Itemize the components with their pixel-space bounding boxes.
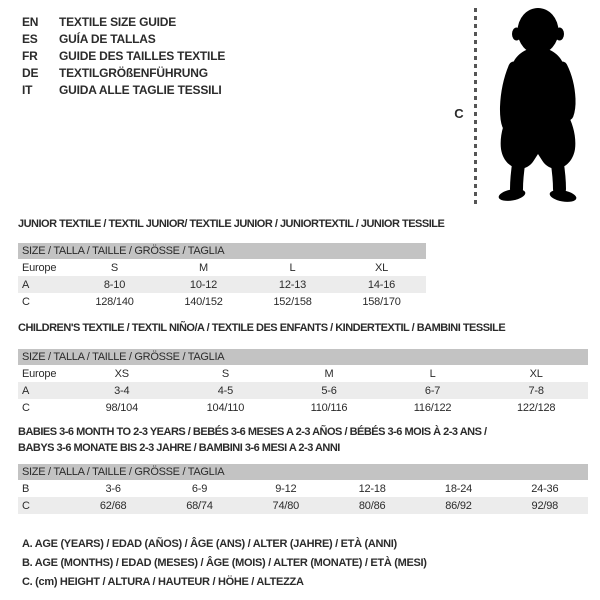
cell-value: S (221, 367, 229, 380)
section-heading-line: JUNIOR TEXTILE / TEXTIL JUNIOR/ TEXTILE JUNIOR / JUNIORTEXTIL / JUNIOR TESSILE (18, 218, 445, 230)
row-label: Europe (22, 261, 57, 274)
cell-value: 158/170 (362, 295, 401, 308)
cell-value: 12-18 (358, 482, 386, 495)
cell-value: 3-4 (114, 384, 130, 397)
row-label: C (22, 295, 30, 308)
table-row (18, 365, 588, 382)
cell-value: M (324, 367, 334, 380)
size-table-header: SIZE / TALLA / TAILLE / GRÖSSE / TAGLIA (18, 243, 426, 259)
cell-value: 152/158 (273, 295, 312, 308)
cell-value: XL (529, 367, 543, 380)
section-heading-junior (18, 216, 444, 232)
cell-value: 8-10 (103, 278, 126, 291)
language-title: GUIDA ALLE TAGLIE TESSILI (59, 82, 222, 97)
cell-value: 14-16 (367, 278, 396, 291)
cell-value: 4-5 (217, 384, 234, 397)
language-code: DE (22, 65, 39, 80)
cell-value: XL (374, 261, 389, 274)
cell-value: 68/74 (186, 499, 213, 512)
language-row (22, 30, 225, 47)
cell-value: 24-36 (531, 482, 559, 495)
footnotes (22, 535, 427, 592)
language-title: TEXTILGRÖßENFÜHRUNG (59, 65, 208, 80)
cell-value: M (199, 261, 208, 274)
table-row (18, 276, 426, 293)
cell-value: 62/68 (99, 499, 127, 512)
toddler-silhouette-icon (486, 7, 590, 207)
cell-value: 3-6 (105, 482, 121, 495)
footnote: C. (cm) HEIGHT / ALTURA / HAUTEUR / HÖHE / ALTEZZA (22, 576, 304, 588)
cell-value: 122/128 (516, 401, 556, 414)
table-row (18, 399, 588, 416)
cell-value: XS (114, 367, 129, 380)
cell-value: S (110, 261, 119, 274)
cell-value: 116/122 (413, 401, 452, 414)
cell-value: 140/152 (184, 295, 223, 308)
cell-value: 18-24 (444, 482, 473, 495)
section-heading-babies (18, 424, 487, 456)
language-code: FR (22, 48, 38, 63)
size-table-header: SIZE / TALLA / TAILLE / GRÖSSE / TAGLIA (18, 464, 588, 480)
table-row (18, 382, 588, 399)
cell-value: 9-12 (275, 482, 297, 495)
table-row (18, 259, 426, 276)
size-table-children (18, 349, 588, 416)
section-heading-line: BABYS 3-6 MONATE BIS 2-3 JAHRE / BAMBINI 3-6 MESI A 2-3 ANNI (18, 442, 340, 454)
section-heading-line: CHILDREN'S TEXTILE / TEXTIL NIÑO/A / TEXTILE DES ENFANTS / KINDERTEXTIL / BAMBINI TESSILE (18, 322, 506, 334)
cell-value: 6-9 (191, 482, 208, 495)
row-label: B (22, 482, 30, 495)
language-title: TEXTILE SIZE GUIDE (59, 14, 177, 29)
cell-value: 98/104 (105, 401, 139, 414)
cell-value: 80/86 (358, 499, 386, 512)
language-title: GUIDE DES TAILLES TEXTILE (59, 48, 226, 63)
cell-value: L (429, 367, 436, 380)
row-label: A (22, 278, 30, 291)
cell-value: 92/98 (531, 499, 559, 512)
language-row (22, 81, 225, 98)
row-label: Europe (22, 367, 57, 380)
height-measure-line (474, 8, 477, 206)
cell-value: 74/80 (272, 499, 300, 512)
section-heading-line: BABIES 3-6 MONTH TO 2-3 YEARS / BEBÉS 3-6 MESES A 2-3 AÑOS / BÉBÉS 3-6 MOIS À 2-3 ANS / (18, 426, 487, 438)
cell-value: 7-8 (528, 384, 544, 397)
cell-value: 6-7 (424, 384, 441, 397)
cell-value: 86/92 (445, 499, 472, 512)
cell-value: L (289, 261, 296, 274)
cell-value: 110/116 (310, 401, 348, 414)
language-code: ES (22, 31, 38, 46)
size-table-header: SIZE / TALLA / TAILLE / GRÖSSE / TAGLIA (18, 349, 588, 365)
language-row (22, 13, 225, 30)
height-label: C (454, 106, 464, 121)
table-row (18, 480, 588, 497)
language-title-list (22, 13, 225, 98)
cell-value: 5-6 (321, 384, 337, 397)
language-code: IT (22, 82, 33, 97)
size-table-babies (18, 464, 588, 514)
row-label: C (22, 499, 30, 512)
cell-value: 128/140 (95, 295, 134, 308)
table-row (18, 497, 588, 514)
size-table-junior (18, 243, 426, 310)
row-label: A (22, 384, 30, 397)
table-row (18, 293, 426, 310)
language-row (22, 47, 225, 64)
language-title: GUÍA DE TALLAS (59, 31, 156, 46)
cell-value: 12-13 (278, 278, 307, 291)
row-label: C (22, 401, 30, 414)
cell-value: 10-12 (189, 278, 218, 291)
footnote: A. AGE (YEARS) / EDAD (AÑOS) / ÂGE (ANS) / ALTER (JAHRE) / ETÀ (ANNI) (22, 538, 397, 550)
language-row (22, 64, 225, 81)
cell-value: 104/110 (206, 401, 245, 414)
section-heading-children (18, 320, 505, 336)
footnote: B. AGE (MONTHS) / EDAD (MESES) / ÂGE (MOIS) / ALTER (MONATE) / ETÀ (MESI) (22, 557, 427, 569)
language-code: EN (22, 14, 39, 29)
